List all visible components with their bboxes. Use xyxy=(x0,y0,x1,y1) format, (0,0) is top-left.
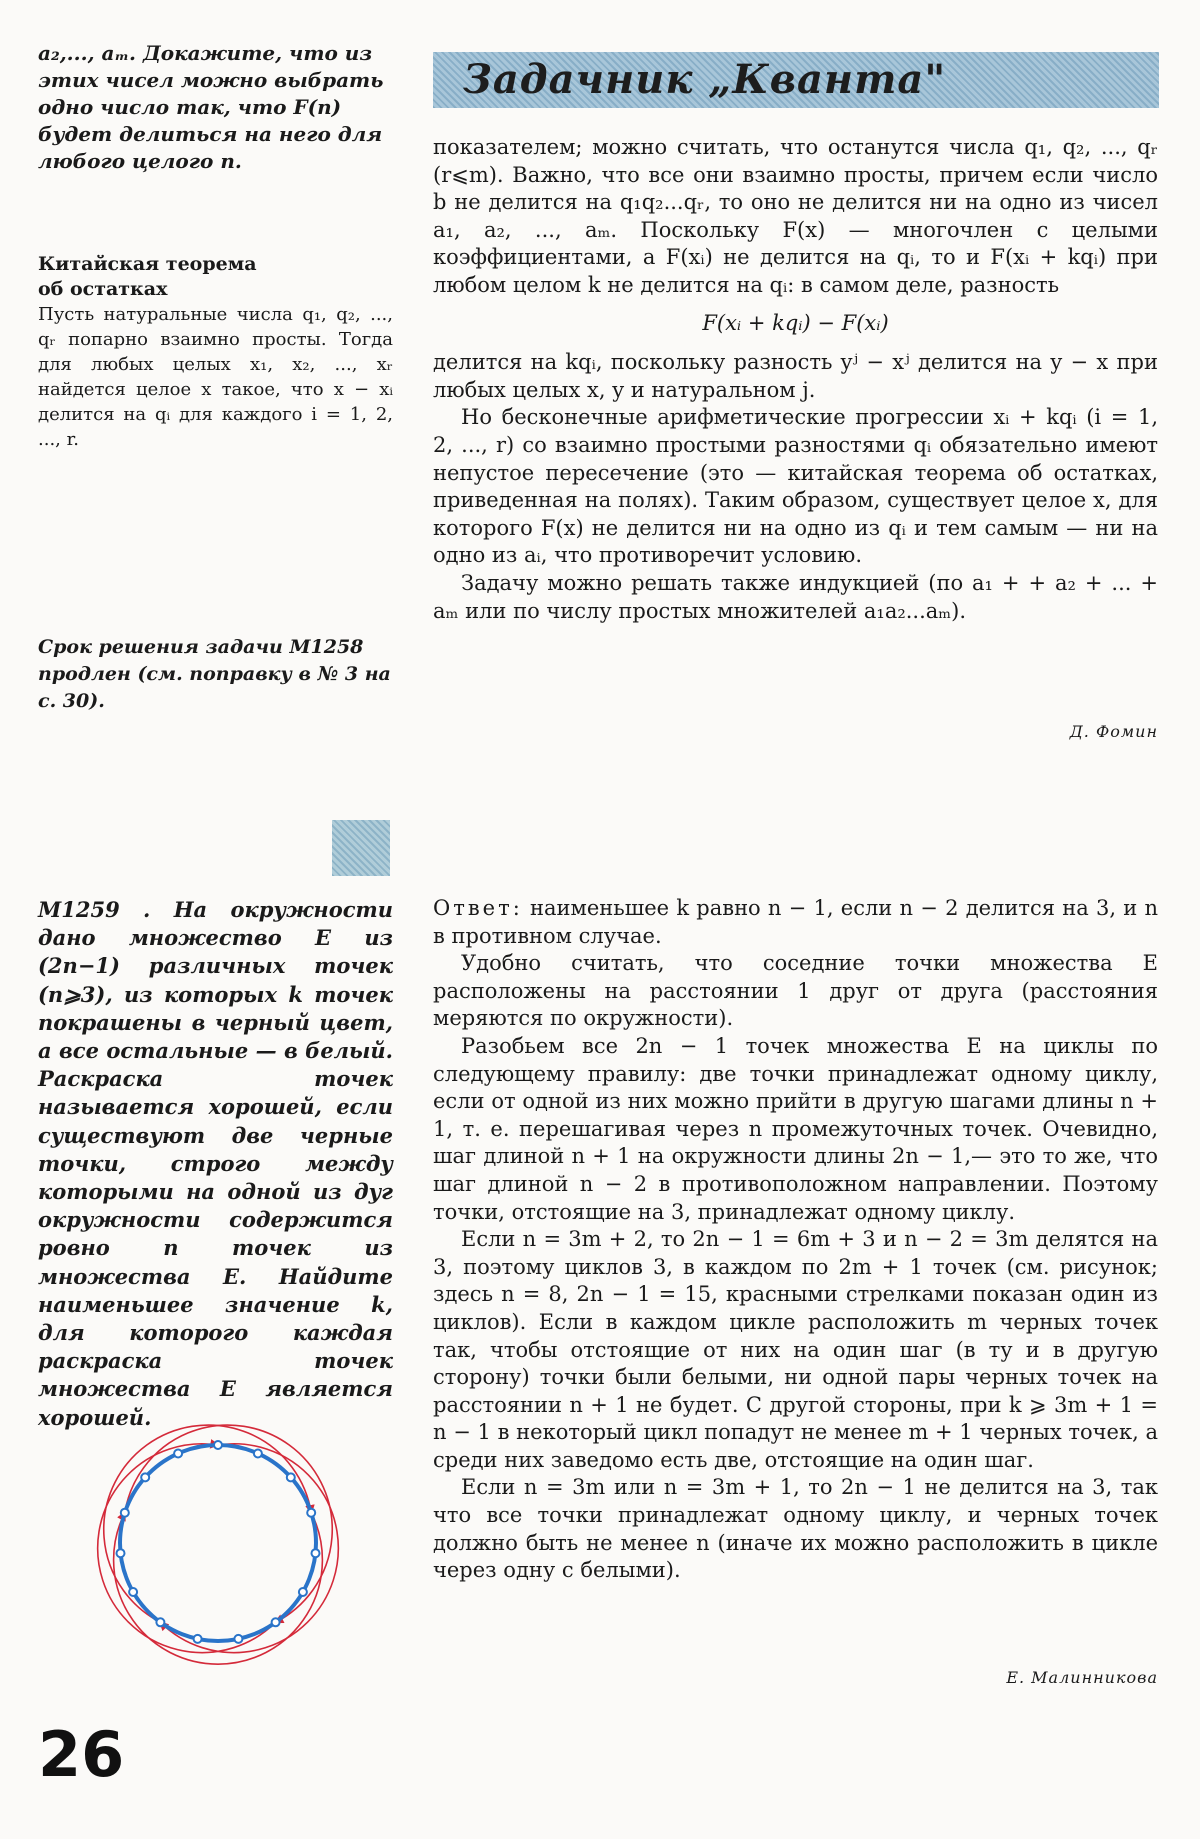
set-point xyxy=(174,1450,182,1458)
solution-m1258-paragraph-2: делится на kqᵢ, поскольку разность yʲ − xʲ делится на y − x при любых целых x, y и натуральном j. xyxy=(433,350,1158,402)
theorem-sidebar xyxy=(38,252,393,452)
set-point xyxy=(117,1549,125,1557)
solution-m1258-paragraph-3: Но бесконечные арифметические прогрессии xᵢ + kqᵢ (i = 1, 2, ..., r) со взаимно простыми разностями qᵢ обязательно имеют непустое пересечение (это — китайская теорема об остатках, приведенная на полях). Таким образом, существует целое x, для которого F(x) не делится ни на одно из qᵢ и тем самым — ни на одно из aᵢ, что противоречит условию. xyxy=(433,405,1158,568)
theorem-heading-line-2: об остатках xyxy=(38,278,168,300)
signature-malinnikova: Е. Малинникова xyxy=(1006,1668,1158,1687)
set-point xyxy=(234,1635,242,1643)
main-circle xyxy=(120,1445,316,1641)
set-point xyxy=(194,1635,202,1643)
decorative-swatch xyxy=(332,820,390,876)
cycle-arrows xyxy=(98,1425,339,1664)
set-point xyxy=(312,1549,320,1557)
set-point xyxy=(214,1441,222,1449)
solution-m1259-paragraph-4: Если n = 3m или n = 3m + 1, то 2n − 1 не делится на 3, так что все точки принадлежат одному циклу, и черных точек должно быть не менее n (иначе их можно расположить в цикле через одну с белыми). xyxy=(433,1475,1158,1583)
solution-m1259-paragraph-3: Если n = 3m + 2, то 2n − 1 = 6m + 3 и n − 2 = 3m делятся на 3, поэтому циклов 3, в каждом по 2m + 1 точек (см. рисунок; здесь n = 8, 2n − 1 = 15, красными стрелками показан один из циклов). Если в каждом цикле расположить m черных точек так, чтобы отстоящие от них на один шаг (в ту и в другую сторону) точки были белыми, ни одной пары черных точек на расстоянии n + 1 не будет. С другой стороны, при k ⩾ 3m + 1 = n − 1 в некоторый цикл попадут не менее m + 1 черных точек, а среди них заведомо есть две, отстоящие на один шаг. xyxy=(433,1227,1158,1472)
answer-paragraph xyxy=(433,895,1158,950)
theorem-heading-line-1: Китайская теорема xyxy=(38,253,257,275)
margin-problem-continuation: a₂,..., aₘ. Докажите, что из этих чисел можно выбрать одно число так, что F(n) будет делиться на него для любого целого n. xyxy=(38,41,384,173)
solution-m1258-paragraph-4: Задачу можно решать также индукцией (по a₁ + + a₂ + ... + aₘ или по числу простых множителей a₁a₂...aₘ). xyxy=(433,570,1158,623)
answer-text: наименьшее k равно n − 1, если n − 2 делится на 3, и n в противном случае. xyxy=(433,896,1158,948)
problem-m1259-statement: М1259 . На окружности дано множество E из (2n−1) различных точек (n⩾3), из которых k точек покрашены в черный цвет, а все остальные — в белый. Раскраска точек называется хорошей, если существуют две черные точки, строго между которыми на одной из дуг окружности содержится ровно n точек из множества E. Найдите наименьшее значение k, для которого каждая раскраска точек множества E является хорошей. xyxy=(38,897,393,1430)
set-point xyxy=(141,1473,149,1481)
page-number: 26 xyxy=(38,1718,125,1791)
answer-label: Ответ: xyxy=(433,896,523,920)
set-point xyxy=(272,1618,280,1626)
set-point xyxy=(129,1588,137,1596)
set-point xyxy=(121,1509,129,1517)
solution-m1259-paragraph-2: Разобьем все 2n − 1 точек множества E на циклы по следующему правилу: две точки принадлежат одному циклу, если от одной из них можно прийти в другую шагами длины n + 1, т. е. перешагивая через n промежуточных точек. Очевидно, шаг длиной n + 1 на окружности длины 2n − 1,— это то же, что шаг длиной n − 2 в противоположном направлении. Поэтому точки, отстоящие на 3, принадлежат одному циклу. xyxy=(433,1033,1158,1224)
cycle-arrow xyxy=(160,1444,338,1653)
section-banner xyxy=(433,52,1159,108)
cycle-arrow xyxy=(98,1444,276,1653)
set-point xyxy=(307,1509,315,1517)
formula-difference: F(xᵢ + kqᵢ) − F(xᵢ) xyxy=(702,310,889,335)
set-point xyxy=(156,1618,164,1626)
set-point xyxy=(254,1450,262,1458)
cycle-figure xyxy=(38,1378,398,1708)
set-point xyxy=(287,1473,295,1481)
solution-m1258-paragraph-1: показателем; можно считать, что останутся числа q₁, q₂, ..., qᵣ (r⩽m). Важно, что все они взаимно просты, причем если число b не делится на q₁q₂...qᵣ, то оно не делится ни на одно из чисел a₁, a₂, ..., aₘ. Поскольку F(x) — многочлен с целыми коэффициентами, а F(xᵢ) не делится на qᵢ, то и F(xᵢ + kqᵢ) при любом целом k не делится на qᵢ: в самом деле, разность xyxy=(433,135,1158,297)
set-point xyxy=(299,1588,307,1596)
signature-fomin: Д. Фомин xyxy=(1069,722,1158,741)
section-title: Задачник „Кванта" xyxy=(463,56,947,103)
solution-m1259 xyxy=(433,895,1158,1585)
theorem-statement: Пусть натуральные числа q₁, q₂, ..., qᵣ попарно взаимно просты. Тогда для любых целых x₁, x₂, ..., xᵣ найдется целое x такое, что x − xᵢ делится на qᵢ для каждого i = 1, 2, ..., r. xyxy=(38,304,393,450)
solution-m1258 xyxy=(433,134,1158,625)
solution-m1259-paragraph-1: Удобно считать, что соседние точки множества E расположены на расстоянии 1 друг от друга (расстояния меряются по окружности). xyxy=(433,951,1158,1031)
deadline-note: Срок решения задачи М1258 продлен (см. поправку в № 3 на с. 30). xyxy=(38,636,391,712)
